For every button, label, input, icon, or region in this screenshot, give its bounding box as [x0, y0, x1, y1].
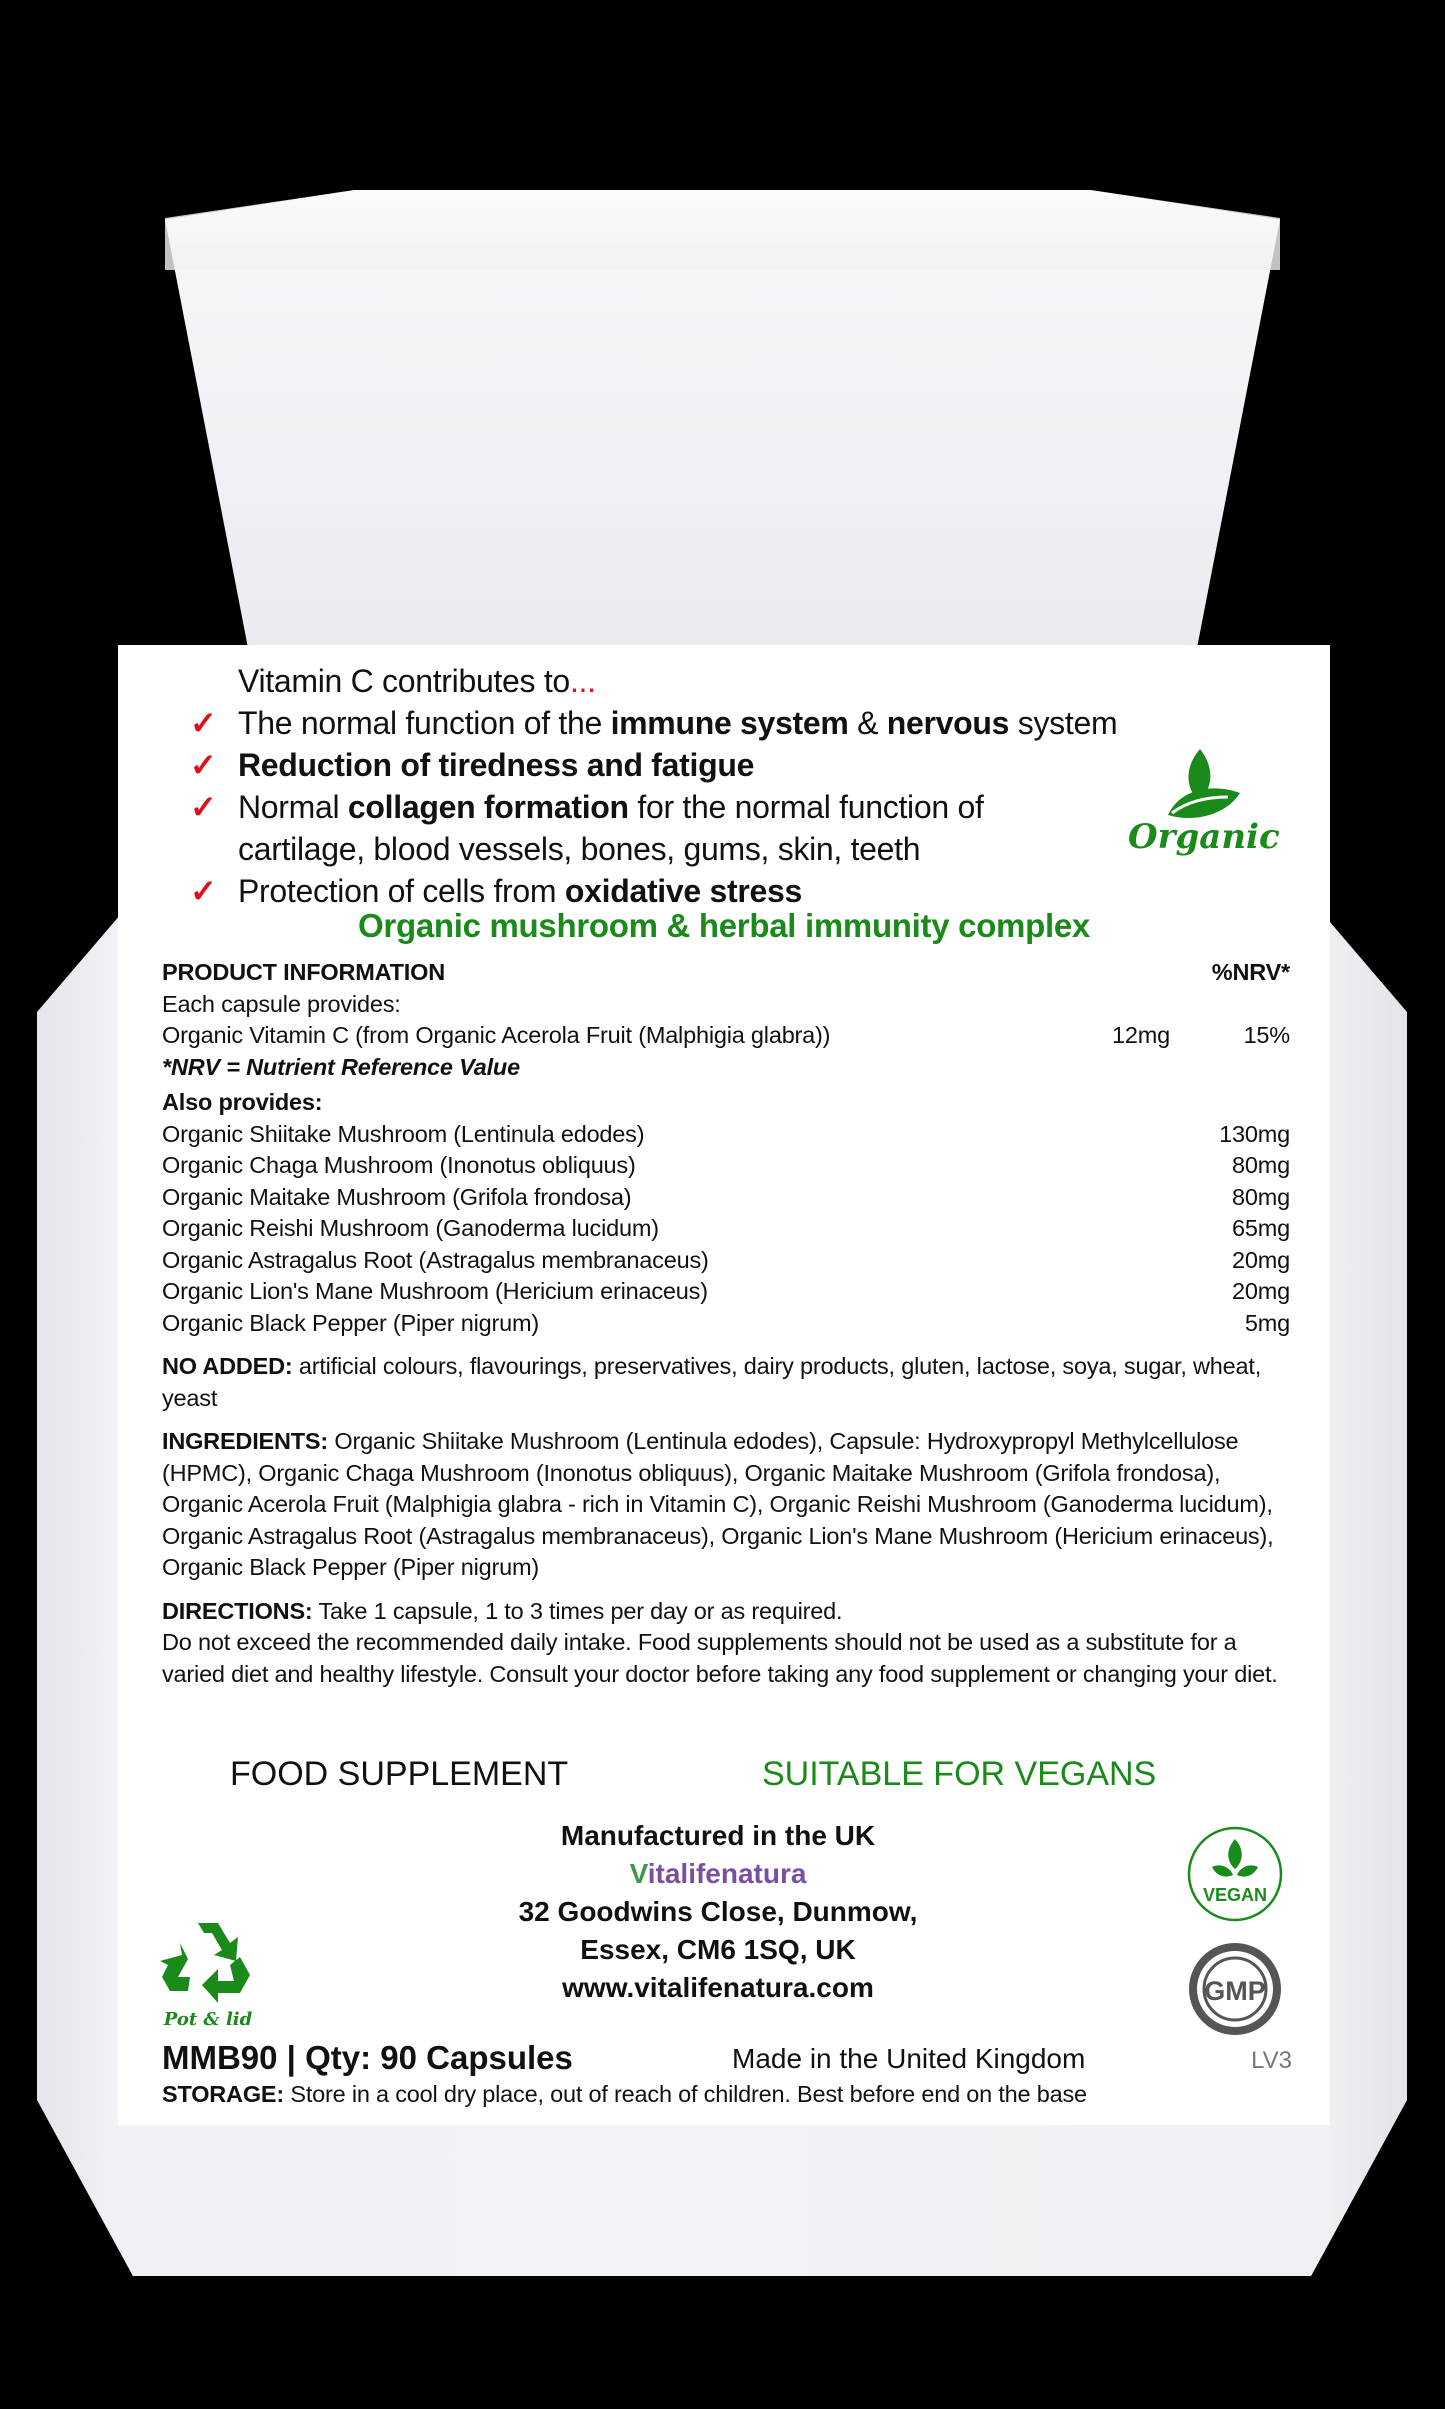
ingredient-row: Organic Reishi Mushroom (Ganoderma lucidum) 65mg	[162, 1215, 1290, 1241]
ingredient-row: Organic Chaga Mushroom (Inonotus obliquus) 80mg	[162, 1152, 1290, 1178]
storage-section: STORAGE: Store in a cool dry place, out of reach of children. Best before end on the base	[162, 2081, 1087, 2107]
claim-item: ✓ Protection of cells from oxidative stress	[190, 870, 1190, 912]
ingredient-row: Organic Shiitake Mushroom (Lentinula edodes) 130mg	[162, 1120, 1290, 1147]
ingredient-row: Organic Astragalus Root (Astragalus membranaceus) 20mg	[162, 1246, 1290, 1273]
nrv-note: *NRV = Nutrient Reference Value	[162, 1053, 520, 1080]
gmp-badge	[1186, 1940, 1284, 2038]
vegan-leaf-icon	[1186, 1825, 1284, 1923]
ingredient-row: Organic Maitake Mushroom (Grifola frondosa) 80mg	[162, 1183, 1290, 1210]
claim-item: ✓ The normal function of the immune system & nervous system	[190, 702, 1190, 744]
product-information	[162, 957, 1290, 1690]
version-code: LV3	[1251, 2047, 1292, 2074]
each-capsule-label: Each capsule provides:	[162, 990, 401, 1017]
directions-section: DIRECTIONS: Take 1 capsule, 1 to 3 times per day or as required. Do not exceed the recommended daily intake. Food supplements should not be used as a substitute for a varied diet and healthy lifestyle. Consult your doctor before taking any food supplement or changing your diet.	[162, 1596, 1290, 1691]
made-in-text: Made in the United Kingdom	[732, 2043, 1086, 2074]
no-added-section: NO ADDED: artificial colours, flavourings, preservatives, dairy products, gluten, lactose, soya, sugar, wheat, yeast	[162, 1353, 1262, 1411]
suitable-for-vegans-text: SUITABLE FOR VEGANS	[762, 1755, 1157, 1793]
vitamin-c-claims	[190, 660, 1190, 912]
svg-text:GMP: GMP	[1204, 1976, 1266, 2006]
vitamin-c-row: Organic Vitamin C (from Organic Acerola Fruit (Malphigia glabra)) 12mg 15%	[162, 1022, 1290, 1048]
ingredient-row: Organic Black Pepper (Piper nigrum) 5mg	[162, 1309, 1290, 1336]
product-label	[118, 645, 1330, 2125]
complex-title: Organic mushroom & herbal immunity complex	[358, 907, 1090, 944]
brand-name: Vitalifenatura	[629, 1858, 807, 1889]
organic-logo: Organic	[1128, 745, 1278, 875]
ingredient-row: Organic Lion's Mane Mushroom (Hericium erinaceus) 20mg	[162, 1278, 1290, 1304]
recycle-logo: Pot & lid	[158, 1915, 258, 2035]
food-supplement-text: FOOD SUPPLEMENT	[230, 1755, 569, 1793]
svg-text:VEGAN: VEGAN	[1202, 1885, 1268, 1905]
check-icon: ✓	[190, 747, 217, 783]
check-icon: ✓	[190, 705, 217, 741]
claims-intro: Vitamin C contributes to...	[238, 663, 596, 699]
ingredients-section: INGREDIENTS: Organic Shiitake Mushroom (Lentinula edodes), Capsule: Hydroxypropyl Methylcellulose (HPMC), Organic Chaga Mushroom (Inonotus obliquus), Organic Maitake Mushroom (Grifola frondosa), Organic Acerola Fruit (Malphigia glabra - rich in Vitamin C), Organic Reishi Mushroom (Ganoderma lucidum), Organic Astragalus Root (Astragalus membranaceus), Organic Lion's Mane Mushroom (Hericium erinaceus), Organic Black Pepper (Piper nigrum)	[162, 1428, 1274, 1580]
also-provides-label: Also provides:	[162, 1089, 323, 1115]
check-icon: ✓	[190, 789, 217, 825]
vegan-badge	[1186, 1825, 1284, 1923]
lid-rim	[165, 190, 1280, 270]
sku-quantity: MMB90 | Qty: 90 Capsules	[162, 2039, 573, 2076]
gmp-seal-icon	[1186, 1940, 1284, 2038]
claim-item: ✓ Reduction of tiredness and fatigue	[190, 744, 1190, 786]
claim-item: ✓ Normal collagen formation for the normal function of cartilage, blood vessels, bones, gums, skin, teeth	[190, 786, 1070, 870]
website: www.vitalifenatura.com	[562, 1972, 874, 2003]
leaf-icon	[1128, 745, 1278, 825]
directions-warning: Do not exceed the recommended daily intake. Food supplements should not be used as a substitute for a varied diet and healthy lifestyle. Consult your doctor before taking any food supplement or changing your diet.	[162, 1629, 1278, 1687]
recycle-icon	[158, 1915, 258, 2009]
info-header: PRODUCT INFORMATION %NRV*	[162, 959, 1290, 985]
check-icon: ✓	[190, 873, 217, 909]
manufacturer-block: Manufactured in the UK Vitalifenatura 32 Goodwins Close, Dunmow, Essex, CM6 1SQ, UK www.vitalifenatura.com	[418, 1817, 1018, 2007]
